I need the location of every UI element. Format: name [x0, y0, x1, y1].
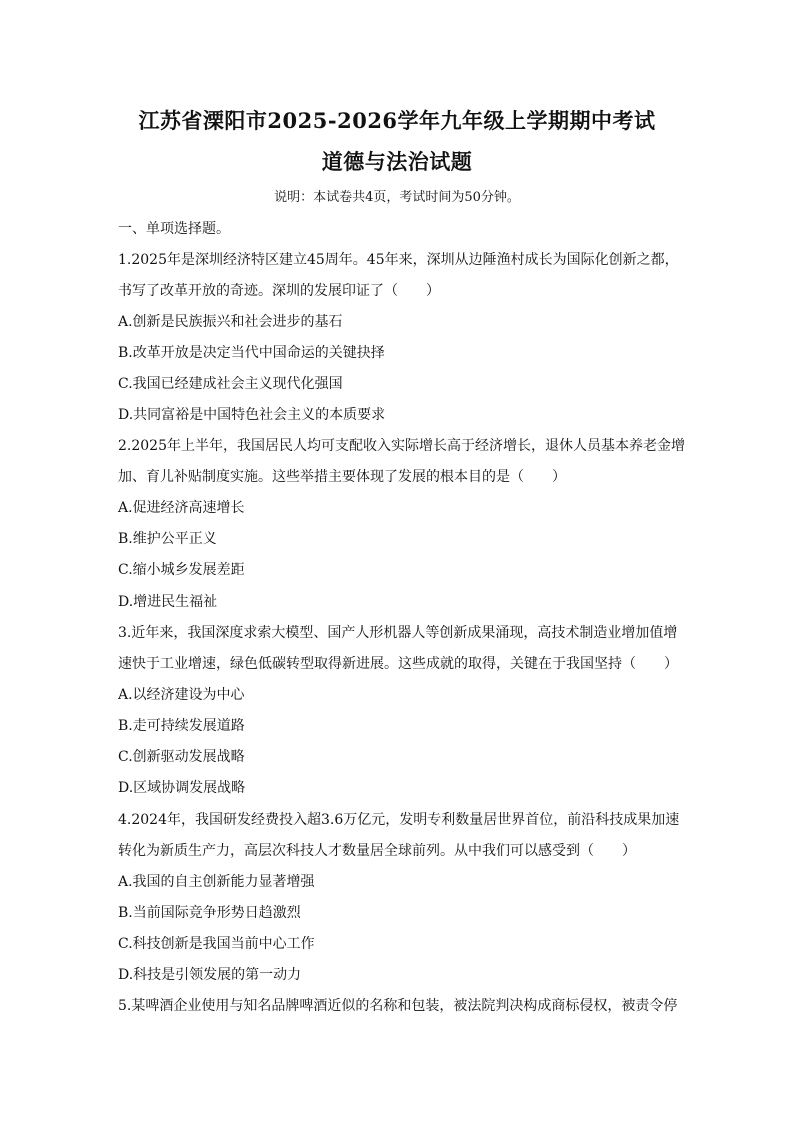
section-heading: 一、单项选择题。 [118, 221, 230, 237]
question-3-option-c: C.创新驱动发展战略 [118, 749, 245, 765]
exam-title: 江苏省溧阳市2025-2026学年九年级上学期期中考试 [138, 108, 656, 133]
question-4-option-b: B.当前国际竞争形势日趋激烈 [118, 905, 301, 921]
question-2-option-b: B.维护公平正义 [118, 531, 217, 547]
question-1-stem-line-2: 书写了改革开放的奇迹。深圳的发展印证了（ ） [118, 283, 440, 299]
question-2-stem-line-1: 2.2025年上半年，我国居民人均可支配收入实际增长高于经济增长，退休人员基本养老金增 [118, 438, 685, 454]
question-3-stem-line-1: 3.近年来，我国深度求索大模型、国产人形机器人等创新成果涌现，高技术制造业增加值增 [118, 625, 678, 641]
question-1-option-c: C.我国已经建成社会主义现代化强国 [118, 376, 343, 392]
question-4-stem-line-2: 转化为新质生产力，高层次科技人才数量居全球前列。从中我们可以感受到（ ） [118, 843, 636, 859]
question-2-option-a: A.促进经济高速增长 [118, 500, 245, 516]
question-1-option-b: B.改革开放是决定当代中国命运的关键抉择 [118, 345, 385, 361]
question-3-stem-line-2: 速快于工业增速，绿色低碳转型取得新进展。这些成就的取得，关键在于我国坚持（ ） [118, 656, 678, 672]
exam-instructions: 说明：本试卷共4页，考试时间为50分钟。 [274, 190, 520, 205]
question-4-option-c: C.科技创新是我国当前中心工作 [118, 936, 315, 952]
question-2-stem-line-2: 加、育儿补贴制度实施。这些举措主要体现了发展的根本目的是（ ） [118, 469, 566, 485]
question-3-option-b: B.走可持续发展道路 [118, 718, 245, 734]
question-4-option-d: D.科技是引领发展的第一动力 [118, 967, 302, 983]
question-1-option-d: D.共同富裕是中国特色社会主义的本质要求 [118, 407, 386, 423]
question-5-stem-line-1: 5.某啤酒企业使用与知名品牌啤酒近似的名称和包装，被法院判决构成商标侵权，被责令停 [118, 998, 678, 1014]
question-4-option-a: A.我国的自主创新能力显著增强 [118, 874, 315, 890]
question-3-option-a: A.以经济建设为中心 [118, 687, 245, 703]
exam-subtitle: 道德与法治试题 [321, 149, 473, 174]
question-1-stem-line-1: 1.2025年是深圳经济特区建立45周年。45年来，深圳从边陲渔村成长为国际化创新之都， [118, 252, 679, 268]
question-2-option-d: D.增进民生福祉 [118, 594, 218, 610]
question-2-option-c: C.缩小城乡发展差距 [118, 562, 245, 578]
question-4-stem-line-1: 4.2024年，我国研发经费投入超3.6万亿元，发明专利数量居世界首位，前沿科技成果加速 [118, 812, 680, 828]
question-3-option-d: D.区域协调发展战略 [118, 780, 246, 796]
question-1-option-a: A.创新是民族振兴和社会进步的基石 [118, 314, 343, 330]
